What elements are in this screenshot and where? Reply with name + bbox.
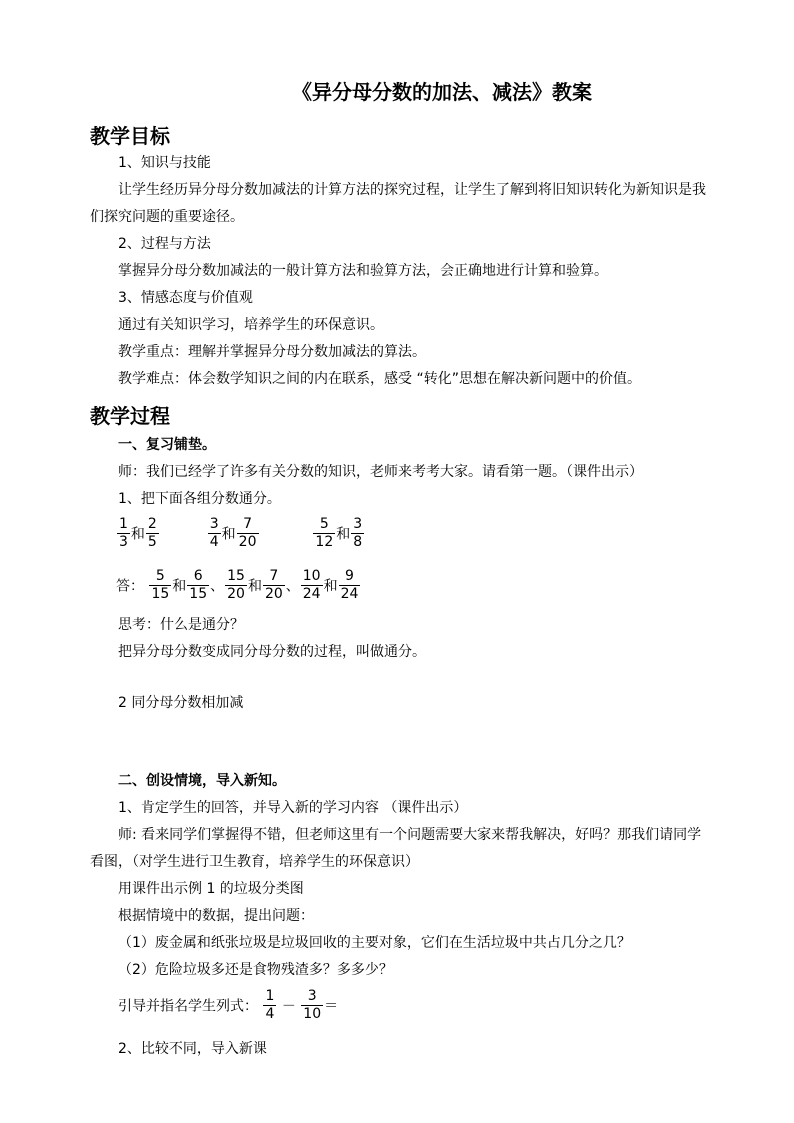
heading-teaching-process: 教学过程	[90, 404, 170, 428]
fraction: $\frac{7}{20}$	[238, 516, 257, 550]
goal-2-label: 2、过程与方法	[118, 236, 211, 252]
answer-label: 答：	[116, 578, 144, 595]
fraction: $\frac{5}{15}$	[151, 568, 170, 602]
difficult-point: 教学难点：体会数学知识之间的内在联系，感受 “转化”思想在解决新问题中的价值。	[118, 371, 641, 387]
fraction: $\frac{1}{3}$	[119, 516, 128, 550]
teacher-intro: 师：我们已经学了许多有关分数的知识，老师来考考大家。请看第一题。（课件出示）	[118, 464, 643, 480]
teacher-question-a: 师: 看来同学们掌握得不错，但老师这里有一个问题需要大家来帮我解决，好吗？那我们请同学	[118, 827, 702, 843]
question-2: 2 同分母分数相加减	[118, 695, 244, 711]
question-item-2: （2）危险垃圾多还是食物残渣多？多多少？	[118, 962, 393, 978]
compare-step: 2、比较不同，导入新课	[118, 1041, 267, 1057]
heading-teaching-goals: 教学目标	[90, 124, 170, 148]
situation-heading: 二、创设情境，导入新知。	[118, 773, 286, 789]
pose-question: 根据情境中的数据，提出问题：	[118, 908, 314, 924]
page-title: 《异分母分数的加法、减法》教案	[292, 80, 592, 104]
fraction: $\frac{6}{15}$	[189, 568, 208, 602]
equals-sign: ＝	[324, 998, 339, 1015]
answers-row: 答： $\frac{5}{15}$ 和 $\frac{6}{15}$ 、 $\frac{15}{20}$ 和 $\frac{7}{20}$ 、 $\frac{10}{24}$ 和 $\frac{9}{24}$	[116, 568, 359, 602]
goal-1-label: 1、知识与技能	[118, 155, 211, 171]
fraction: $\frac{3}{10}$	[303, 988, 322, 1022]
fraction: $\frac{9}{24}$	[340, 568, 359, 602]
fraction: $\frac{10}{24}$	[302, 568, 321, 602]
key-point: 教学重点：理解并掌握异分母分数加减法的算法。	[118, 344, 426, 360]
fraction: $\frac{15}{20}$	[227, 568, 245, 602]
goal-2-text: 掌握异分母分数加减法的一般计算方法和验算方法，会正确地进行计算和验算。	[118, 263, 608, 279]
definition-text: 把异分母分数变成同分母分数的过程，叫做通分。	[118, 644, 426, 660]
fraction: $\frac{1}{4}$	[265, 988, 275, 1022]
fraction: $\frac{5}{12}$	[315, 516, 334, 550]
expression-row	[118, 988, 338, 1023]
question-1: 1、把下面各组分数通分。	[118, 491, 281, 507]
minus-sign: －	[281, 998, 296, 1015]
situation-step-1: 1、肯定学生的回答，并导入新的学习内容 （课件出示）	[118, 800, 468, 816]
courseware-example: 用课件出示例 1 的垃圾分类图	[118, 881, 304, 897]
goal-3-text: 通过有关知识学习，培养学生的环保意识。	[118, 317, 384, 333]
fraction: $\frac{3}{4}$	[209, 516, 219, 550]
goal-1-text-b: 们探究问题的重要途径。	[90, 209, 244, 225]
fraction: $\frac{3}{8}$	[353, 516, 363, 550]
teacher-question-b: 看图，（对学生进行卫生教育，培养学生的环保意识）	[90, 854, 419, 870]
fraction: $\frac{2}{5}$	[147, 516, 157, 550]
expression-label: 引导并指名学生列式：	[118, 998, 258, 1015]
think-question: 思考：什么是通分？	[118, 617, 244, 633]
review-heading: 一、复习铺垫。	[118, 437, 216, 453]
fraction-pairs-row: $\frac{1}{3}$ 和 $\frac{2}{5}$ $\frac{3}{4}$ 和 $\frac{7}{20}$ $\frac{5}{12}$ 和 $\frac{3}{8}$	[119, 516, 363, 550]
goal-3-label: 3、情感态度与价值观	[118, 290, 253, 306]
goal-1-text-a: 让学生经历异分母分数加减法的计算方法的探究过程，让学生了解到将旧知识转化为新知识是我	[118, 182, 706, 198]
question-item-1: （1）废金属和纸张垃圾是垃圾回收的主要对象，它们在生活垃圾中共占几分之几？	[118, 935, 631, 951]
fraction: $\frac{7}{20}$	[264, 568, 283, 602]
